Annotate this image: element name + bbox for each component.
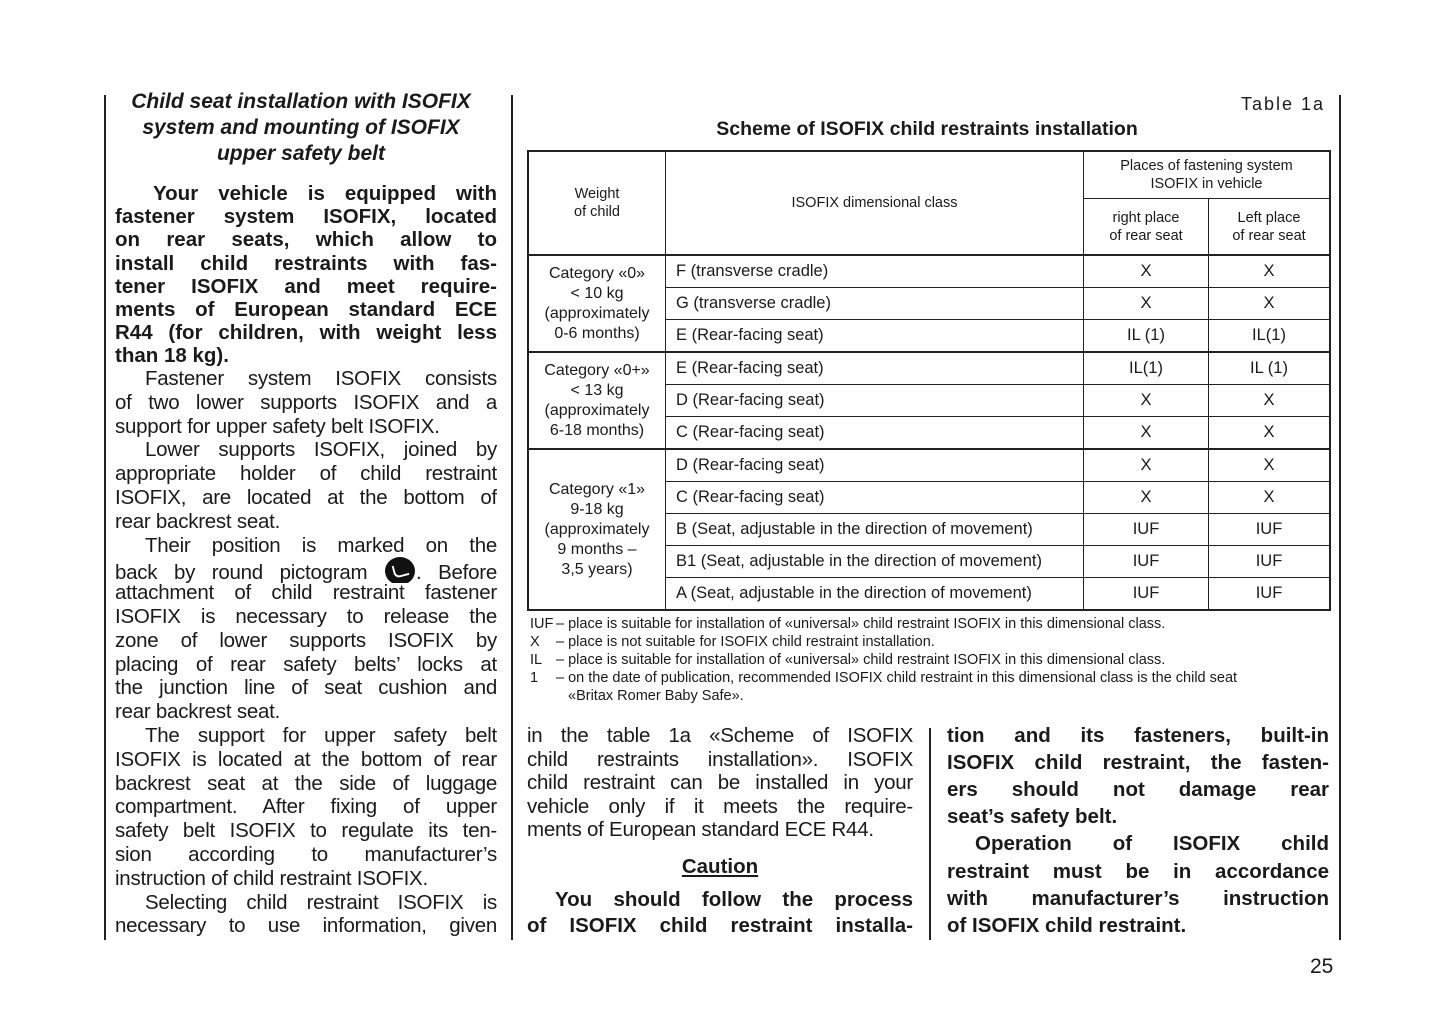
table-title: Scheme of ISOFIX child restraints installation <box>716 118 1138 140</box>
cell-text: IUF <box>1132 520 1160 538</box>
cell-text: D (Rear-facing seat) <box>676 391 825 409</box>
legend-key: IL <box>530 652 543 668</box>
paragraph-line: Selecting child restraint ISOFIX is <box>145 890 497 914</box>
cell-text: (approximately <box>544 304 650 322</box>
column-rule-right <box>1339 95 1341 940</box>
legend-text: – place is not suitable for ISOFIX child restraint installation. <box>556 634 935 650</box>
paragraph-line: sion according to manufacturer’s <box>115 843 497 866</box>
table-legend <box>530 615 1237 705</box>
paragraph-line: Fastener system ISOFIX consists <box>145 367 497 390</box>
cell-text: G (transverse cradle) <box>676 294 831 312</box>
right-place-cell <box>1084 546 1209 578</box>
right-place-cell <box>1084 288 1209 320</box>
cell-text: Left place <box>1237 209 1301 226</box>
class-cell <box>666 417 1084 450</box>
left-place-cell <box>1209 288 1331 320</box>
bold-paragraph-line: install child restraints with fas- <box>115 251 497 275</box>
bold-paragraph-line: ers should not damage rear <box>947 778 1329 802</box>
paragraph-line: ISOFIX is necessary to release the <box>115 605 497 628</box>
paragraph-line: instruction of child restraint ISOFIX. <box>115 866 428 890</box>
cell-text: IUF <box>1132 552 1160 570</box>
section-title: system and mounting of ISOFIX <box>142 116 460 139</box>
class-cell <box>666 288 1084 320</box>
paragraph-line: backrest seat at the side of luggage <box>115 771 497 795</box>
cell-text: < 10 kg <box>570 284 624 302</box>
cell-text: X <box>1140 262 1152 280</box>
left-place-cell <box>1209 320 1331 353</box>
cell-text: B1 (Seat, adjustable in the direction of movement) <box>676 552 1042 570</box>
column-rule-left <box>104 95 106 940</box>
legend-text: «Britax Romer Baby Safe». <box>568 688 744 704</box>
header-weight <box>528 151 666 255</box>
left-place-cell <box>1209 255 1331 288</box>
section-title: upper safety belt <box>216 142 386 165</box>
cell-text: X <box>1263 456 1275 474</box>
right-place-cell <box>1084 352 1209 385</box>
cell-text: right place <box>1112 209 1180 226</box>
header-left-place <box>1209 199 1331 256</box>
cell-text: X <box>1140 391 1152 409</box>
cell-text: 9 months – <box>557 540 637 558</box>
left-place-cell <box>1209 385 1331 417</box>
cell-text: X <box>1140 294 1152 312</box>
header-class <box>666 151 1084 255</box>
legend-item <box>530 651 1237 669</box>
bold-paragraph-line: R44 (for children, with weight less <box>115 321 497 345</box>
bold-paragraph-line: You should follow the process <box>555 888 913 911</box>
class-cell <box>666 320 1084 353</box>
paragraph-line: appropriate holder of child restraint <box>115 462 497 486</box>
paragraph-line: vehicle only if it meets the require- <box>527 794 913 818</box>
paragraph-line: support for upper safety belt ISOFIX. <box>115 414 440 438</box>
right-place-cell <box>1084 320 1209 353</box>
class-cell <box>666 482 1084 514</box>
cell-text: X <box>1263 488 1275 506</box>
cell-text: A (Seat, adjustable in the direction of movement) <box>676 584 1032 602</box>
cell-text: IL(1) <box>1252 326 1286 344</box>
line-text: back by round pictogram <box>115 561 368 584</box>
right-place-cell <box>1084 514 1209 546</box>
bold-paragraph-line: tion and its fasteners, built-in <box>947 724 1329 747</box>
cell-text: of child <box>574 204 620 220</box>
cell-text: X <box>1140 456 1152 474</box>
paragraph-line: of two lower supports ISOFIX and a <box>115 390 497 414</box>
isofix-table <box>527 150 1331 611</box>
cell-text: C (Rear-facing seat) <box>676 488 825 506</box>
bold-paragraph-line: Operation of ISOFIX child <box>975 832 1329 856</box>
cell-text: Places of fastening system <box>1120 158 1293 174</box>
bold-paragraph-line: on rear seats, which allow to <box>115 228 497 252</box>
left-place-cell <box>1209 482 1331 514</box>
cell-text: Weight <box>574 186 620 202</box>
cell-text: F (transverse cradle) <box>676 262 829 280</box>
bold-paragraph-line: of ISOFIX child restraint. <box>947 913 1187 937</box>
table-row <box>528 352 1330 385</box>
right-place-cell <box>1084 449 1209 482</box>
legend-key: 1 <box>530 670 539 686</box>
paragraph-line: placing of rear safety belts’ locks at <box>115 652 497 676</box>
cell-text: IUF <box>1255 584 1283 602</box>
cell-text: 6-18 months) <box>549 421 645 439</box>
right-place-cell <box>1084 482 1209 514</box>
paragraph-line <box>115 557 497 583</box>
cell-text: D (Rear-facing seat) <box>676 456 825 474</box>
cell-text: E (Rear-facing seat) <box>676 359 824 377</box>
bold-paragraph-line: fastener system ISOFIX, located <box>115 205 497 229</box>
class-cell <box>666 546 1084 578</box>
paragraph-line: zone of lower supports ISOFIX by <box>115 628 497 652</box>
paragraph-line: ments of European standard ECE R44. <box>527 818 874 842</box>
cell-text: ISOFIX dimensional class <box>791 195 958 211</box>
bold-paragraph-line: than 18 kg). <box>115 344 229 368</box>
right-place-cell <box>1084 578 1209 611</box>
caution-heading: Caution <box>681 855 759 878</box>
paragraph-line: ISOFIX is located at the bottom of rear <box>115 747 497 771</box>
column-rule-middle <box>511 95 513 940</box>
cell-text: C (Rear-facing seat) <box>676 423 825 441</box>
paragraph-line: Their position is marked on the <box>145 533 497 557</box>
table-header-row <box>528 151 1330 199</box>
line-text: . Before <box>416 561 497 584</box>
legend-text: – place is suitable for installation of «universal» child restraint ISOFIX in this dimensional class. <box>556 616 1166 632</box>
bold-paragraph-line: tener ISOFIX and meet require- <box>115 274 497 298</box>
paragraph-line: in the table 1a «Scheme of ISOFIX <box>527 724 913 747</box>
table-row <box>528 449 1330 482</box>
paragraph-line: attachment of child restraint fastener <box>115 581 497 605</box>
paragraph-line: necessary to use information, given <box>115 914 497 938</box>
page-number: 25 <box>1310 955 1334 978</box>
category-cell <box>528 352 666 449</box>
cell-text: E (Rear-facing seat) <box>676 326 824 344</box>
bold-paragraph-line: ISOFIX child restraint, the fasten- <box>947 751 1329 775</box>
legend-key: IUF <box>530 616 554 632</box>
paragraph-line: rear backrest seat. <box>115 509 281 533</box>
class-cell <box>666 255 1084 288</box>
cell-text: IUF <box>1255 520 1283 538</box>
cell-text: 3,5 years) <box>561 560 633 578</box>
class-cell <box>666 449 1084 482</box>
cell-text: IL (1) <box>1250 359 1288 377</box>
paragraph-line: ISOFIX, are located at the bottom of <box>115 486 497 509</box>
class-cell <box>666 352 1084 385</box>
cell-text: ISOFIX in vehicle <box>1150 176 1263 192</box>
class-cell <box>666 514 1084 546</box>
left-place-cell <box>1209 546 1331 578</box>
right-place-cell <box>1084 417 1209 450</box>
paragraph-line: The support for upper safety belt <box>145 724 497 747</box>
cell-text: X <box>1140 423 1152 441</box>
class-cell <box>666 578 1084 611</box>
left-place-cell <box>1209 352 1331 385</box>
bold-paragraph-line: seat’s safety belt. <box>947 805 1118 829</box>
cell-text: Category «1» <box>548 480 646 498</box>
cell-text: of rear seat <box>1232 227 1306 244</box>
cell-text: (approximately <box>544 520 650 538</box>
cell-text: X <box>1263 391 1275 409</box>
legend-text: – place is suitable for installation of «universal» child restraint ISOFIX in this dimensional class. <box>556 652 1166 668</box>
cell-text: X <box>1263 262 1275 280</box>
legend-item <box>530 687 1237 705</box>
cell-text: IUF <box>1255 552 1283 570</box>
paragraph-line: rear backrest seat. <box>115 700 281 724</box>
cell-text: < 13 kg <box>570 381 624 399</box>
bold-paragraph-line: ments of European standard ECE <box>115 298 497 321</box>
left-place-cell <box>1209 514 1331 546</box>
class-cell <box>666 385 1084 417</box>
paragraph-line: the junction line of seat cushion and <box>115 676 497 700</box>
legend-item <box>530 669 1237 687</box>
paragraph-line: compartment. After fixing of upper <box>115 795 497 819</box>
column-rule-bottom <box>929 728 931 940</box>
cell-text: IL (1) <box>1127 326 1165 344</box>
table-label: Table 1a <box>1240 94 1325 114</box>
legend-text: – on the date of publication, recommended ISOFIX child restraint in this dimensional class is the child seat <box>556 670 1238 686</box>
paragraph-line: child restraint can be installed in your <box>527 771 913 795</box>
header-right-place <box>1084 199 1209 256</box>
paragraph-line: Lower supports ISOFIX, joined by <box>145 438 497 462</box>
cell-text: X <box>1263 294 1275 312</box>
right-place-cell <box>1084 255 1209 288</box>
child-seat-pictogram-icon <box>385 557 415 583</box>
paragraph-line: child restraints installation». ISOFIX <box>527 747 913 771</box>
header-places <box>1084 151 1331 199</box>
cell-text: X <box>1263 423 1275 441</box>
category-cell <box>528 449 666 610</box>
cell-text: IL(1) <box>1129 359 1163 377</box>
cell-text: X <box>1140 488 1152 506</box>
right-place-cell <box>1084 385 1209 417</box>
bold-paragraph-line: Your vehicle is equipped with <box>153 182 497 205</box>
cell-text: Category «0+» <box>544 361 650 379</box>
bold-paragraph-line: with manufacturer’s instruction <box>947 886 1329 910</box>
legend-key: X <box>530 634 540 650</box>
bold-paragraph-line: restraint must be in accordance <box>947 859 1329 883</box>
cell-text: 9-18 kg <box>570 500 624 518</box>
category-cell <box>528 255 666 352</box>
cell-text: IUF <box>1132 584 1160 602</box>
table-row <box>528 255 1330 288</box>
cell-text: Category «0» <box>548 264 646 282</box>
legend-key <box>530 687 556 705</box>
left-place-cell <box>1209 449 1331 482</box>
bold-paragraph-line: of ISOFIX child restraint installa- <box>527 914 913 937</box>
paragraph-line: safety belt ISOFIX to regulate its ten- <box>115 819 497 843</box>
cell-text: 0-6 months) <box>554 324 640 342</box>
legend-item <box>530 615 1237 633</box>
cell-text: of rear seat <box>1109 227 1183 244</box>
cell-text: B (Seat, adjustable in the direction of movement) <box>676 520 1033 538</box>
left-place-cell <box>1209 417 1331 450</box>
section-title: Child seat installation with ISOFIX <box>131 90 471 113</box>
left-place-cell <box>1209 578 1331 611</box>
legend-item <box>530 633 1237 651</box>
cell-text: (approximately <box>544 401 650 419</box>
